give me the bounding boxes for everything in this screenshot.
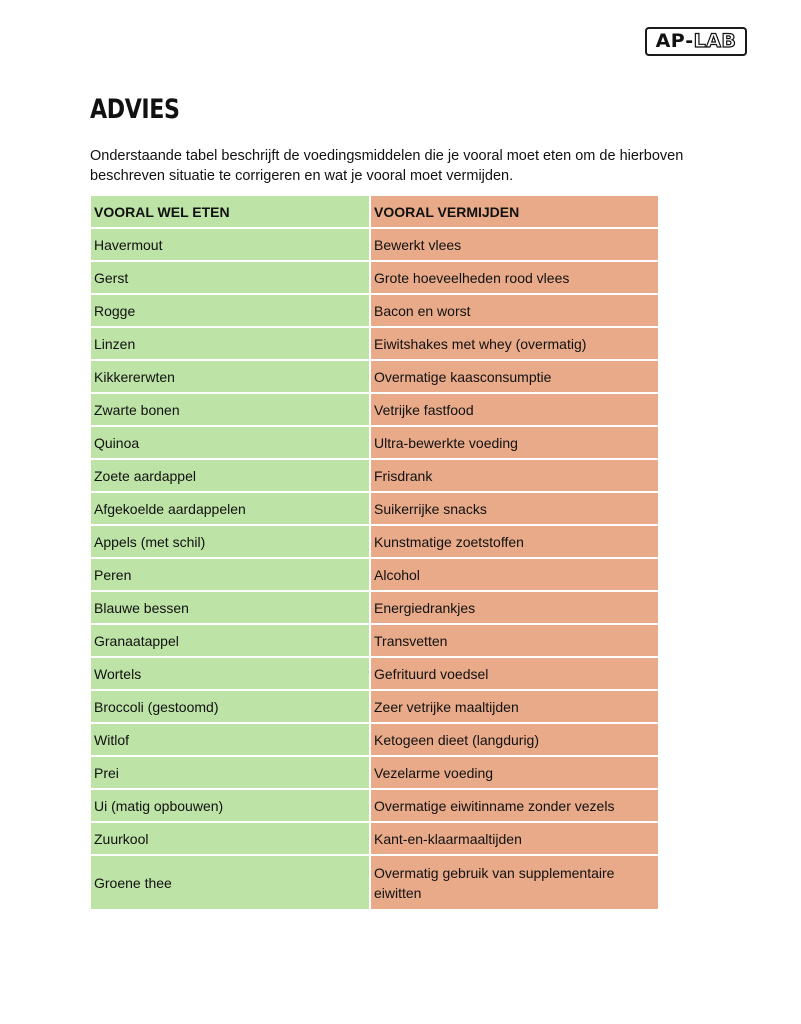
cell-avoid: Vetrijke fastfood xyxy=(370,393,658,426)
table-row xyxy=(91,327,658,360)
cell-avoid: Suikerrijke snacks xyxy=(370,492,658,525)
cell-eat: Wortels xyxy=(91,657,370,690)
page-title: ADVIES xyxy=(90,94,180,125)
food-advice-table xyxy=(91,196,658,909)
cell-eat: Zuurkool xyxy=(91,822,370,855)
cell-avoid: Ultra-bewerkte voeding xyxy=(370,426,658,459)
table-row xyxy=(91,228,658,261)
header-avoid: VOORAL VERMIJDEN xyxy=(370,196,658,228)
table-row xyxy=(91,657,658,690)
cell-avoid: Transvetten xyxy=(370,624,658,657)
logo-ap-text: AP xyxy=(655,30,686,52)
intro-paragraph: Onderstaande tabel beschrijft de voedingsmiddelen die je vooral moet eten om de hierboven beschreven situatie te corrigeren en wat je vooral moet vermijden. xyxy=(90,148,684,184)
cell-eat: Broccoli (gestoomd) xyxy=(91,690,370,723)
cell-avoid: Overmatig gebruik van supplementaire eiwitten xyxy=(370,855,658,909)
table-row xyxy=(91,492,658,525)
cell-eat: Zoete aardappel xyxy=(91,459,370,492)
cell-eat: Blauwe bessen xyxy=(91,591,370,624)
table-row xyxy=(91,789,658,822)
table-row xyxy=(91,261,658,294)
cell-eat: Groene thee xyxy=(91,855,370,909)
cell-avoid: Eiwitshakes met whey (overmatig) xyxy=(370,327,658,360)
table-row xyxy=(91,756,658,789)
table-row xyxy=(91,723,658,756)
table-row xyxy=(91,426,658,459)
table-row xyxy=(91,624,658,657)
cell-eat: Ui (matig opbouwen) xyxy=(91,789,370,822)
table-row xyxy=(91,360,658,393)
cell-avoid: Vezelarme voeding xyxy=(370,756,658,789)
table-row xyxy=(91,393,658,426)
cell-eat: Gerst xyxy=(91,261,370,294)
cell-avoid: Ketogeen dieet (langdurig) xyxy=(370,723,658,756)
cell-avoid: Bewerkt vlees xyxy=(370,228,658,261)
cell-eat: Quinoa xyxy=(91,426,370,459)
table-row xyxy=(91,558,658,591)
cell-eat: Appels (met schil) xyxy=(91,525,370,558)
table-row xyxy=(91,822,658,855)
table-header-row xyxy=(91,196,658,228)
cell-avoid: Frisdrank xyxy=(370,459,658,492)
cell-avoid: Kunstmatige zoetstoffen xyxy=(370,525,658,558)
cell-eat: Granaatappel xyxy=(91,624,370,657)
cell-avoid: Grote hoeveelheden rood vlees xyxy=(370,261,658,294)
cell-avoid: Bacon en worst xyxy=(370,294,658,327)
table-row xyxy=(91,459,658,492)
cell-eat: Rogge xyxy=(91,294,370,327)
logo-dash: - xyxy=(685,30,694,52)
cell-avoid: Zeer vetrijke maaltijden xyxy=(370,690,658,723)
table-row xyxy=(91,525,658,558)
table-row xyxy=(91,591,658,624)
table-row xyxy=(91,855,658,909)
table-row xyxy=(91,294,658,327)
ap-lab-logo xyxy=(645,27,747,56)
cell-eat: Kikkererwten xyxy=(91,360,370,393)
cell-avoid: Kant-en-klaarmaaltijden xyxy=(370,822,658,855)
cell-avoid: Overmatige kaasconsumptie xyxy=(370,360,658,393)
cell-avoid: Energiedrankjes xyxy=(370,591,658,624)
cell-eat: Witlof xyxy=(91,723,370,756)
table-body xyxy=(91,228,658,909)
cell-eat: Havermout xyxy=(91,228,370,261)
cell-eat: Zwarte bonen xyxy=(91,393,370,426)
cell-eat: Peren xyxy=(91,558,370,591)
header-eat: VOORAL WEL ETEN xyxy=(91,196,370,228)
cell-avoid: Overmatige eiwitinname zonder vezels xyxy=(370,789,658,822)
table-row xyxy=(91,690,658,723)
cell-avoid: Alcohol xyxy=(370,558,658,591)
cell-eat: Afgekoelde aardappelen xyxy=(91,492,370,525)
cell-eat: Linzen xyxy=(91,327,370,360)
cell-eat: Prei xyxy=(91,756,370,789)
cell-avoid: Gefrituurd voedsel xyxy=(370,657,658,690)
logo-lab-text: LAB xyxy=(693,30,737,52)
